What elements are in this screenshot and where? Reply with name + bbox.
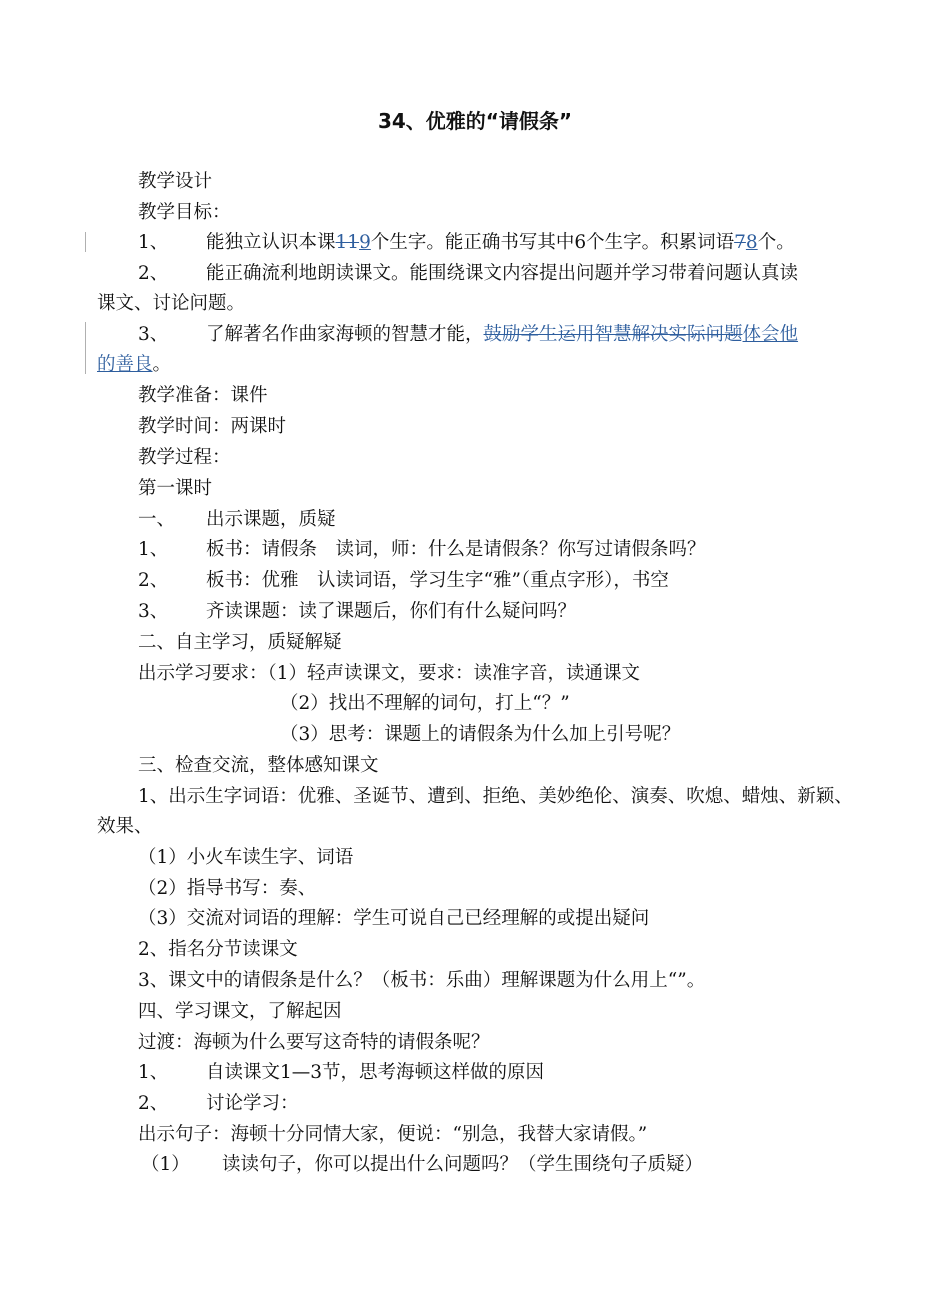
s2-requirement-1: 出示学习要求：（1）轻声读课文，要求：读准字音，读通课文 bbox=[138, 663, 641, 684]
goal1-number: 1、 bbox=[138, 232, 169, 253]
s4-q1-number: （1） bbox=[141, 1154, 190, 1175]
goal1-text bbox=[206, 231, 795, 255]
section1-heading: 出示课题，质疑 bbox=[206, 509, 336, 530]
s3-item1: 1、出示生字词语：优雅、圣诞节、遭到、拒绝、美妙绝伦、演奏、吹熄、蜡烛、新颖、 bbox=[138, 786, 853, 807]
change-bar bbox=[85, 232, 86, 252]
s4-q1-text: 读读句子，你可以提出什么问题吗？（学生围绕句子质疑） bbox=[222, 1154, 704, 1175]
inserted-text: 体会他 bbox=[742, 324, 799, 345]
inserted-text: 8 bbox=[745, 232, 758, 253]
goal3-end: 。 bbox=[152, 354, 172, 375]
goal3-text-cont bbox=[97, 353, 171, 377]
s4-item2-number: 2、 bbox=[138, 1093, 169, 1114]
heading-design: 教学设计 bbox=[138, 171, 213, 192]
change-bar bbox=[85, 322, 86, 374]
inserted-text: 的善良 bbox=[97, 354, 153, 375]
heading-goals: 教学目标： bbox=[138, 202, 231, 223]
s1-item1-number: 1、 bbox=[138, 539, 169, 560]
section1-number: 一、 bbox=[138, 509, 176, 530]
inserted-text: 9 bbox=[359, 232, 371, 253]
section2-heading: 二、自主学习，质疑解疑 bbox=[138, 632, 342, 653]
section4-heading: 四、学习课文，了解起因 bbox=[138, 1001, 342, 1022]
goal1-text-a: 能独立认识本课 bbox=[206, 232, 336, 253]
goal2-text: 能正确流利地朗读课文。能围绕课文内容提出问题并学习带着问题认真读 bbox=[206, 263, 799, 284]
s3-item3: 3、课文中的请假条是什么？（板书：乐曲）理解课题为什么用上“”。 bbox=[138, 970, 706, 991]
s3-item2: 2、指名分节读课文 bbox=[138, 939, 298, 960]
s4-item1-text: 自读课文1—3节，思考海顿这样做的原因 bbox=[206, 1062, 545, 1083]
goal3-text bbox=[206, 323, 798, 347]
s2-requirement-2: （2）找出不理解的词句，打上“？” bbox=[280, 693, 570, 714]
s4-sentence: 出示句子：海顿十分同情大家，便说：“别急，我替大家请假。” bbox=[138, 1124, 648, 1145]
s1-item2-text: 板书：优雅 认读词语，学习生字“雅”（重点字形），书空 bbox=[206, 570, 669, 591]
s1-item2-number: 2、 bbox=[138, 570, 169, 591]
section3-heading: 三、检查交流，整体感知课文 bbox=[138, 755, 379, 776]
s4-transition: 过渡：海顿为什么要写这奇特的请假条呢？ bbox=[138, 1032, 490, 1053]
teaching-time: 教学时间：两课时 bbox=[138, 416, 287, 437]
s1-item3-text: 齐读课题：读了课题后，你们有什么疑问吗？ bbox=[206, 601, 577, 622]
s3-sub2: （2）指导书写：奏、 bbox=[138, 878, 317, 899]
goal2-number: 2、 bbox=[138, 263, 169, 284]
s1-item3-number: 3、 bbox=[138, 601, 169, 622]
teaching-process: 教学过程： bbox=[138, 447, 231, 468]
s4-item1-number: 1、 bbox=[138, 1062, 169, 1083]
goal1-text-c: 个。 bbox=[757, 232, 795, 253]
deleted-text: 11 bbox=[335, 232, 360, 253]
s3-sub1: （1）小火车读生字、词语 bbox=[138, 847, 354, 868]
goal3-text-a: 了解著名作曲家海顿的智慧才能， bbox=[206, 324, 484, 345]
s3-sub3: （3）交流对词语的理解：学生可说自己已经理解的或提出疑问 bbox=[138, 908, 650, 929]
goal2-text-cont: 课文、讨论问题。 bbox=[97, 293, 246, 314]
teaching-prep: 教学准备：课件 bbox=[138, 385, 268, 406]
goal1-text-b: 个生字。能正确书写其中6个生字。积累词语 bbox=[370, 232, 735, 253]
s1-item1-text: 板书：请假条 读词，师：什么是请假条？你写过请假条吗？ bbox=[206, 539, 706, 560]
s2-requirement-3: （3）思考：课题上的请假条为什么加上引号呢？ bbox=[280, 724, 681, 745]
deleted-text: 7 bbox=[734, 232, 746, 253]
s3-item1-cont: 效果、 bbox=[97, 816, 153, 837]
s4-item2-text: 讨论学习： bbox=[206, 1093, 299, 1114]
lesson-one-heading: 第一课时 bbox=[138, 478, 213, 499]
goal3-number: 3、 bbox=[138, 324, 169, 345]
deleted-text: 鼓励学生运用智慧解决实际问题 bbox=[483, 324, 743, 345]
page-title: 34、优雅的“请假条” bbox=[377, 109, 573, 133]
